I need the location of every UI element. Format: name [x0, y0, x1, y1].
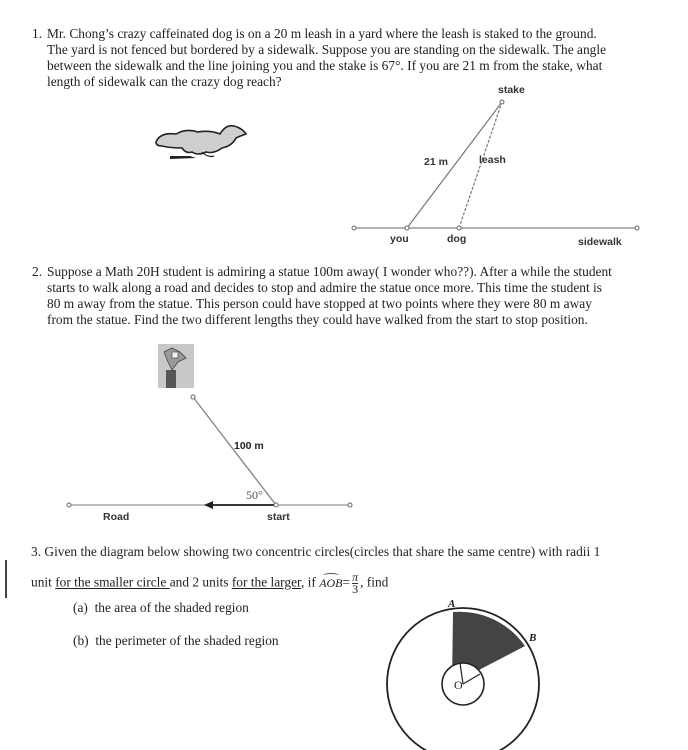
q3-text-pre: unit — [31, 574, 56, 590]
question-1-line-3: between the sidewalk and the line joining you and the stake is 67°. If you are 21 m from the stake, what — [47, 58, 603, 73]
start-label: start — [267, 511, 290, 523]
question-1-line-4: length of sidewalk can the crazy dog reach? — [47, 74, 282, 89]
question-3-number: 3. — [31, 544, 42, 559]
question-2-number: 2. — [32, 264, 43, 279]
q3-text-mid: and 2 units — [169, 574, 232, 590]
road-label: Road — [103, 511, 130, 523]
point-a-label: A — [448, 598, 456, 610]
question-2-line-1: Suppose a Math 20H student is admiring a statue 100m away( I wonder who??). After a while the student — [47, 264, 612, 279]
you-label: you — [390, 233, 409, 245]
angle-aob-text: AOB — [319, 575, 343, 590]
fraction-numerator: π — [352, 570, 359, 584]
part-b-text: the perimeter of the shaded region — [95, 633, 279, 648]
stake-label: stake — [498, 84, 525, 96]
fraction-denominator: 3 — [352, 582, 359, 596]
point-b-label: B — [529, 632, 537, 644]
question-3-text-1: Given the diagram below showing two concentric circles(circles that share the same centre) with radii 1 — [44, 544, 601, 559]
q3-text-find: , find — [360, 574, 389, 590]
distance-100m-label: 100 m — [234, 440, 264, 452]
q3-underlined-smaller: for the smaller circle — [55, 574, 170, 590]
question-1-line-2: The yard is not fenced but bordered by a sidewalk. Suppose you are standing on the sidewalk. The angle — [47, 42, 607, 57]
sidewalk-label: sidewalk — [578, 236, 622, 248]
dog-label: dog — [447, 233, 467, 245]
question-2-line-4: from the statue. Find the two different lengths they could have walked from the start to stop position. — [47, 312, 588, 327]
part-a-label: (a) — [73, 600, 88, 615]
distance-21m-label: 21 m — [424, 156, 448, 168]
equals-sign: = — [342, 574, 351, 590]
angle-50-label: 50° — [246, 488, 263, 502]
center-o-label: O — [454, 678, 463, 692]
leash-label: leash — [479, 154, 506, 166]
q3-text-if: , if — [300, 574, 320, 590]
question-2-line-3: 80 m away from the statue. This person could have stopped at two points where they were 80 m away — [47, 296, 592, 311]
question-1-line-1: Mr. Chong’s crazy caffeinated dog is on a 20 m leash in a yard where the leash is staked to the ground. — [47, 26, 597, 41]
question-2-line-2: starts to walk along a road and decides to stop and admire the statue once more. This time the student is — [47, 280, 602, 295]
q3-underlined-larger: for the larger — [231, 574, 301, 590]
question-1-number: 1. — [32, 26, 43, 41]
part-b-label: (b) — [73, 633, 89, 648]
part-a-text: the area of the shaded region — [94, 600, 249, 615]
